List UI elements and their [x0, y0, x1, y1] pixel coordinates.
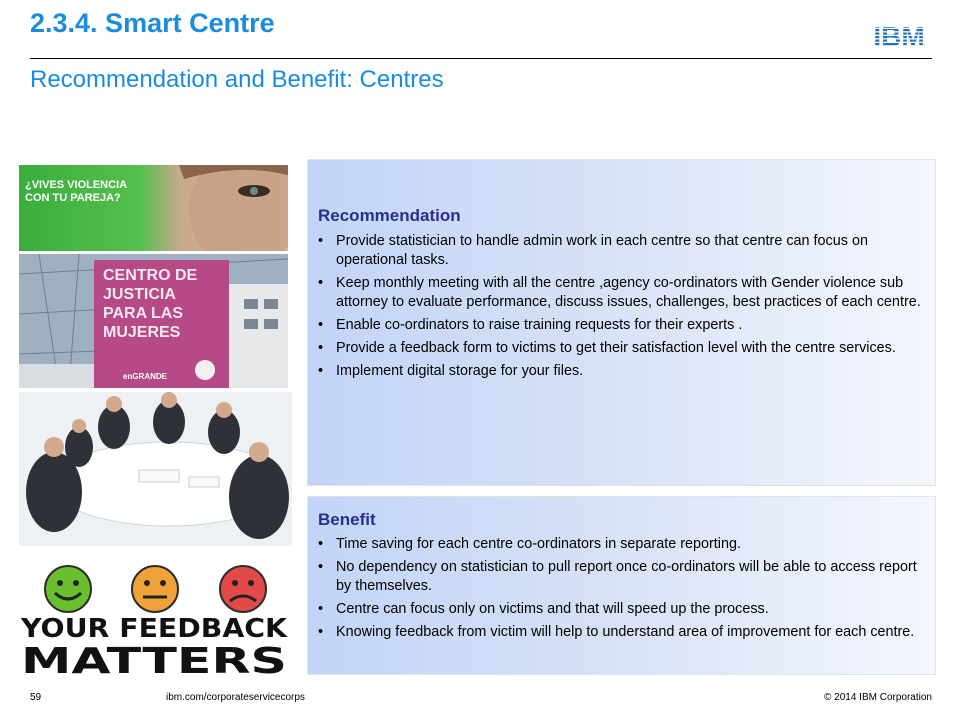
list-item: • Centre can focus only on victims and that will speed up the process. [316, 600, 925, 619]
list-item: • Enable co-ordinators to raise training requests for their experts . [316, 316, 925, 335]
sign-line1: CENTRO DE [103, 267, 198, 284]
list-item: • Implement digital storage for your files. [316, 362, 925, 381]
list-item: • Time saving for each centre co-ordinators in separate reporting. [316, 535, 925, 554]
title-divider [30, 58, 932, 59]
page-number: 59 [30, 692, 42, 703]
recommendation-panel [307, 159, 936, 486]
sign-logo-text: enGRANDE [123, 372, 168, 381]
recommendation-list [316, 232, 925, 385]
neutral-face-icon [132, 566, 178, 612]
footer-url: ibm.com/corporateservicecorps [166, 692, 305, 703]
sign-line3: PARA LAS [103, 305, 183, 322]
poster-text-line2: CON TU PAREJA? [25, 192, 121, 204]
justice-centre-building-image [19, 254, 288, 388]
feedback-matters-image [19, 565, 290, 676]
benefit-heading: Benefit [318, 510, 376, 529]
ibm-logo-text: IBM [873, 22, 925, 50]
sign-line4: MUJERES [103, 324, 181, 341]
poster-text-line1: ¿VIVES VIOLENCIA [25, 179, 128, 191]
sign-line2: JUSTICIA [103, 286, 176, 303]
page-title: 2.3.4. Smart Centre [30, 8, 275, 38]
list-item: • No dependency on statistician to pull report once co-ordinators will be able to access report by themselves. [316, 558, 925, 596]
list-item: • Provide statistician to handle admin work in each centre so that centre can focus on operational tasks. [316, 232, 925, 270]
list-item: • Keep monthly meeting with all the centre ,agency co-ordinators with Gender violence sub attorney to evaluate performance, discuss issues, challenges, best practices of each centre. [316, 274, 925, 312]
sad-face-icon [220, 566, 266, 612]
ibm-logo [867, 22, 931, 50]
list-item: • Provide a feedback form to victims to get their satisfaction level with the centre services. [316, 339, 925, 358]
happy-face-icon [45, 566, 91, 612]
benefit-list [316, 535, 925, 646]
feedback-line2: MATTERS [21, 641, 287, 676]
meeting-photo [19, 392, 292, 546]
list-item: • Knowing feedback from victim will help to understand area of improvement for each centre. [316, 623, 925, 642]
page-subtitle: Recommendation and Benefit: Centres [30, 66, 444, 93]
violence-poster-image [19, 165, 288, 251]
benefit-panel [307, 496, 936, 675]
feedback-line1: YOUR FEEDBACK [19, 614, 288, 644]
footer-copyright: © 2014 IBM Corporation [824, 692, 932, 703]
recommendation-heading: Recommendation [318, 206, 461, 225]
